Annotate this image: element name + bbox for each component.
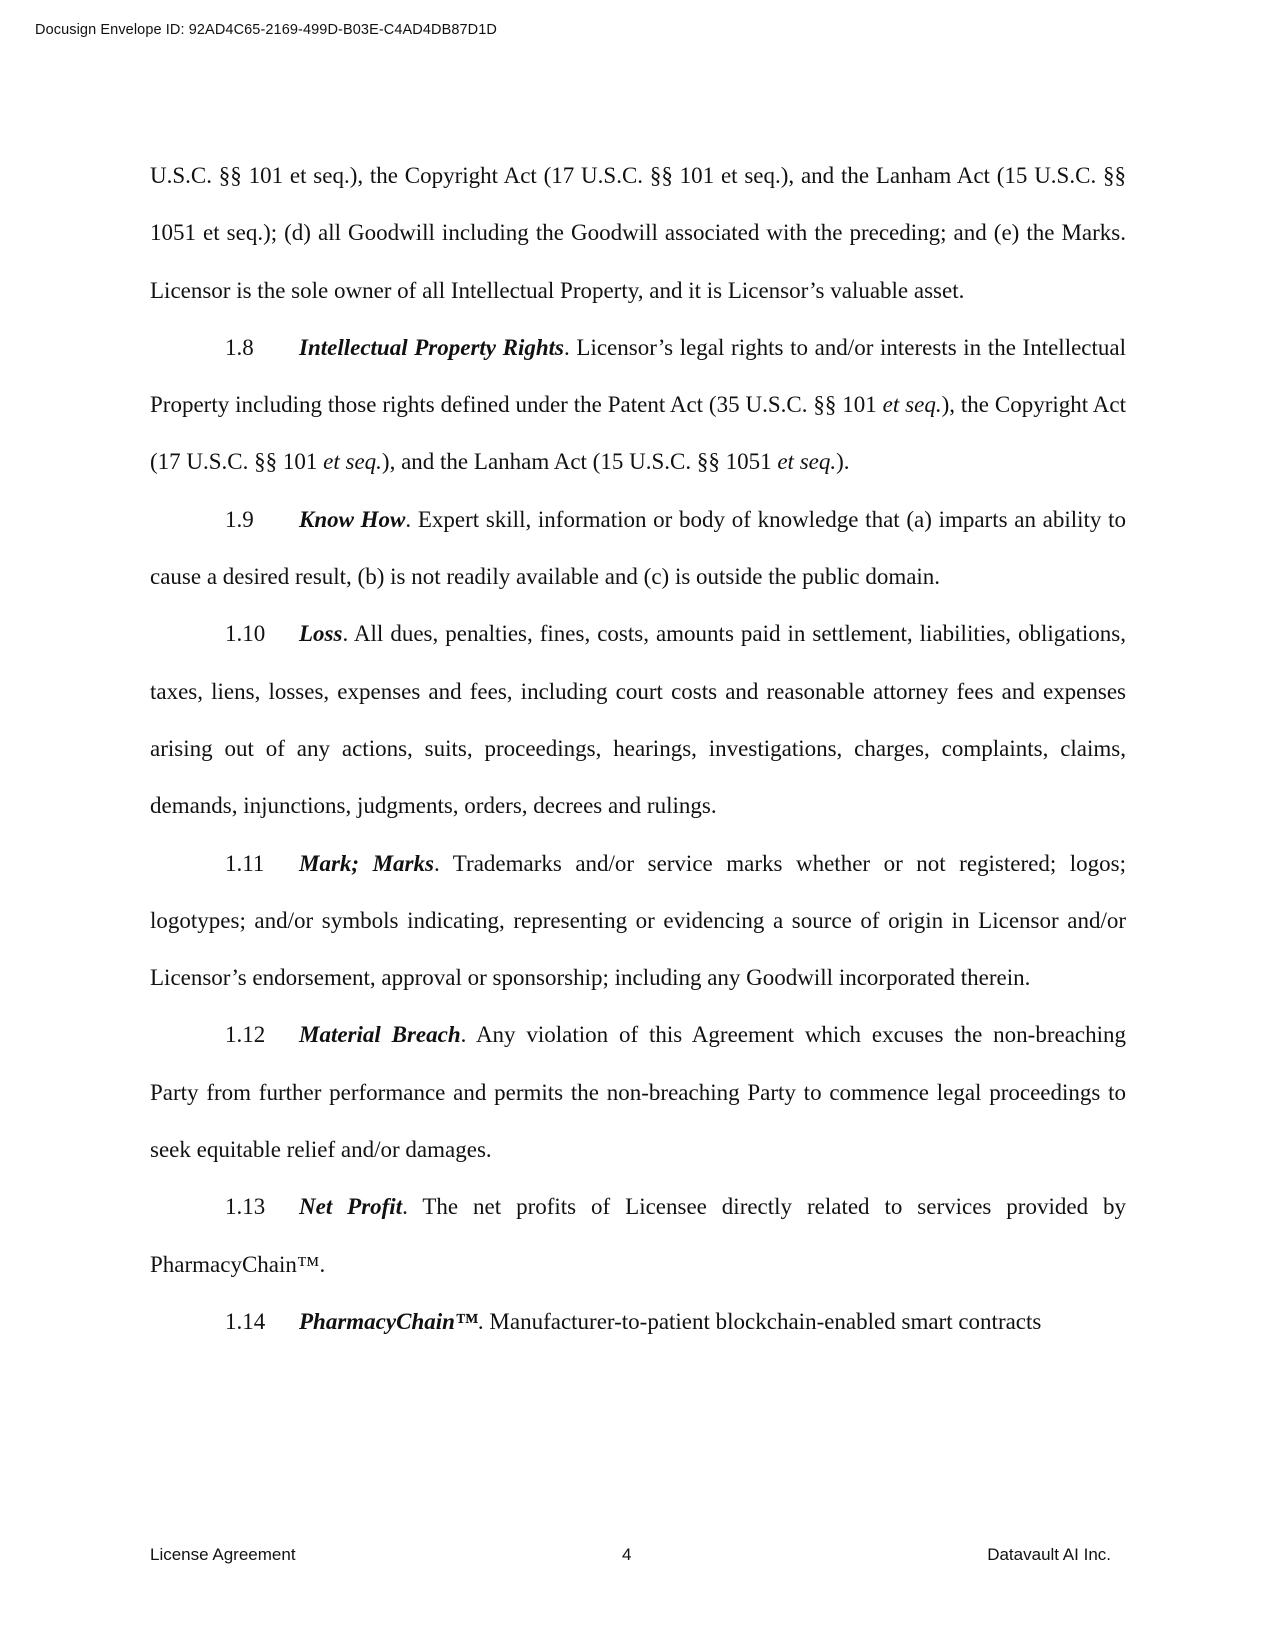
continuation-paragraph: U.S.C. §§ 101 et seq.), the Copyright Act (17 U.S.C. §§ 101 et seq.), and the Lanham Act (15 U.S.C. §§ 1051 et seq.); (d) all Goodwill including the Goodwill associated with the preceding; and (e) the Marks. Licensor is the sole owner of all Intellectual Property, and it is Licensor’s valuable asset. <box>150 163 1126 303</box>
section-text: ). <box>836 449 850 475</box>
section-1-12 <box>150 1006 1126 1178</box>
defined-term: Material Breach <box>299 1022 461 1048</box>
footer-document-title: License Agreement <box>150 1545 296 1564</box>
section-1-13 <box>150 1178 1126 1293</box>
section-text: . Licensor’s legal rights to and/or interests in the Intellectual Property including those rights defined under the Patent Act (35 U.S.C. §§ 101 <box>150 334 1126 418</box>
defined-term: PharmacyChain™ <box>299 1308 478 1334</box>
section-text: . All dues, penalties, fines, costs, amounts paid in settlement, liabilities, obligations, taxes, liens, losses, expenses and fees, including court costs and reasonable attorney fees and expenses arising out of any actions, suits, proceedings, hearings, investigations, charges, complaints, claims, demands, injunctions, judgments, orders, decrees and rulings. <box>150 621 1126 819</box>
italic-phrase: et seq. <box>882 392 942 418</box>
section-text: . Manufacturer-to-patient blockchain-enabled smart contracts <box>477 1308 1042 1334</box>
footer-page-number: 4 <box>622 1545 632 1564</box>
italic-phrase: et seq. <box>777 449 837 475</box>
section-text: . The net profits of Licensee directly related to services provided by PharmacyChain™. <box>150 1194 1126 1277</box>
defined-term: Know How <box>299 506 406 532</box>
section-number: 1.13 <box>225 1194 266 1220</box>
defined-term: Net Profit <box>299 1194 403 1220</box>
section-text: ), and the Lanham Act (15 U.S.C. §§ 1051 <box>381 449 778 475</box>
section-1-14 <box>150 1293 1126 1350</box>
section-number: 1.14 <box>225 1308 266 1334</box>
section-1-9 <box>150 491 1126 606</box>
section-number: 1.11 <box>225 850 265 876</box>
document-body <box>150 147 1126 1350</box>
section-number: 1.12 <box>225 1022 266 1048</box>
section-1-8 <box>150 319 1126 491</box>
section-number: 1.9 <box>225 506 254 532</box>
section-text: . Trademarks and/or service marks whether or not registered; logos; logotypes; and/or symbols indicating, representing or evidencing a source of origin in Licensor and/or Licensor’s endorsement, approval or sponsorship; including any Goodwill incorporated therein. <box>150 850 1126 991</box>
section-text: ), the Copyright Act (17 U.S.C. §§ 101 <box>150 392 1126 475</box>
section-1-10 <box>150 605 1126 834</box>
section-text: . Any violation of this Agreement which excuses the non-breaching Party from further performance and permits the non-breaching Party to commence legal proceedings to seek equitable relief and/or damages. <box>150 1022 1127 1163</box>
section-number: 1.10 <box>225 621 266 647</box>
defined-term: Mark; Marks <box>299 850 434 876</box>
defined-term: Loss <box>299 621 343 647</box>
section-number: 1.8 <box>225 334 254 360</box>
section-1-11 <box>150 835 1126 1007</box>
defined-term: Intellectual Property Rights <box>299 334 565 360</box>
section-text: . Expert skill, information or body of knowledge that (a) imparts an ability to cause a desired result, (b) is not readily available and (c) is outside the public domain. <box>150 506 1126 590</box>
envelope-id: Docusign Envelope ID: 92AD4C65-2169-499D-B03E-C4AD4DB87D1D <box>35 22 497 38</box>
italic-phrase: et seq. <box>323 449 382 475</box>
footer-company-name: Datavault AI Inc. <box>987 1545 1111 1564</box>
